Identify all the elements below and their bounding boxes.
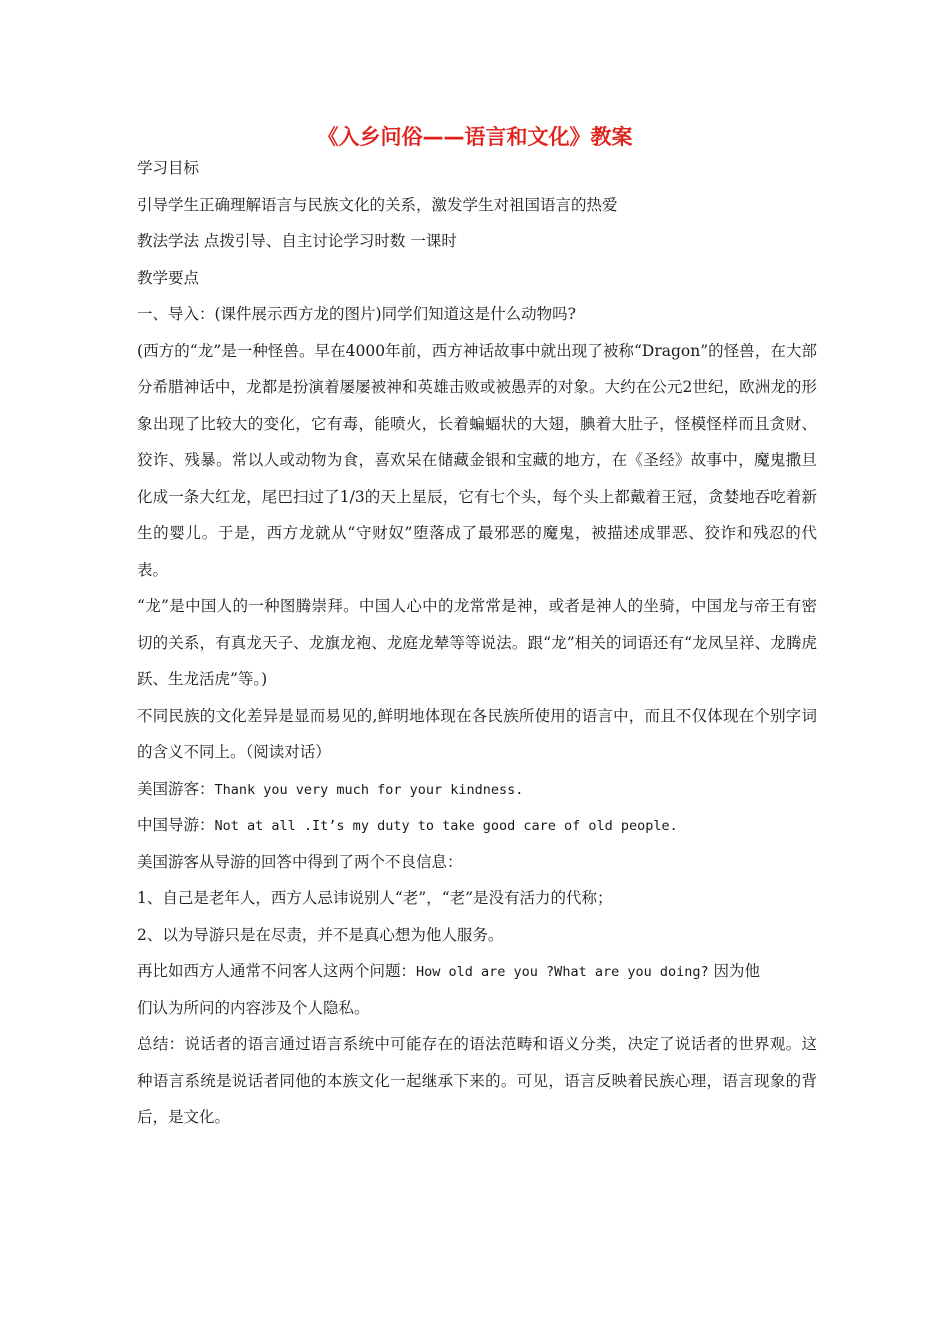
- section-heading-objectives: 学习目标: [137, 159, 200, 177]
- method-text: 教法学法 点拨引导、自主讨论学习时数 一课时: [137, 232, 457, 250]
- paragraph-chinese-dragon: “龙”是中国人的一种图腾崇拜。中国人心中的龙常常是神，或者是神人的坐骑，中国龙与帝王有密切的关系，有真龙天子、龙旗龙袍、龙庭龙辇等等说法。跟“龙”相关的词语还有“龙凤呈祥、龙腾虎跃、生龙活虎”等。): [137, 597, 817, 688]
- dialogue-line-cn-guide: [137, 807, 817, 844]
- privacy-line-1: [137, 953, 817, 990]
- intro-text: 一、导入：(课件展示西方龙的图片)同学们知道这是什么动物吗?: [137, 305, 576, 323]
- dialogue-speaker: 美国游客：: [137, 779, 215, 798]
- dialogue-text: Thank you very much for your kindness.: [214, 781, 524, 798]
- privacy-prefix: 再比如西方人通常不问客人这两个问题：: [137, 962, 417, 980]
- dialogue-speaker: 中国导游：: [137, 816, 215, 834]
- paragraph-cultural-difference: 不同民族的文化差异是显而易见的,鲜明地体现在各民族所使用的语言中，而且不仅体现在个别字词的含义不同上。（阅读对话）: [137, 706, 817, 761]
- objective-text: 引导学生正确理解语言与民族文化的关系，激发学生对祖国语言的热爱: [137, 195, 618, 214]
- info-intro: 美国游客从导游的回答中得到了两个不良信息：: [137, 852, 463, 871]
- paragraph-western-dragon: (西方的“龙”是一种怪兽。早在4000年前，西方神话故事中就出现了被称“Dragon”的怪兽，在大部分希腊神话中，龙都是扮演着屡屡被神和英雄击败或被愚弄的对象。大约在公元2世纪，欧洲龙的形象出现了比较大的变化，它有毒，能喷火，长着蝙蝠状的大翅，腆着大肚子，怪模怪样而且贪财、狡诈、残暴。常以人或动物为食，喜欢呆在储藏金银和宝藏的地方，在《圣经》故事中，魔鬼撒旦化成一条大红龙，尾巴扫过了1/3的天上星辰，它有七个头，每个头上都戴着王冠，贪婪地吞吃着新生的婴儿。于是，西方龙就从“守财奴”堕落成了最邪恶的魔鬼，被描述成罪恶、狡诈和残忍的代表。: [137, 341, 817, 579]
- section-heading-key-points: 教学要点: [137, 268, 200, 287]
- privacy-questions: How old are you ?What are you doing?: [416, 964, 709, 980]
- paragraph-summary: 总结：说话者的语言通过语言系统中可能存在的语法范畴和语义分类，决定了说话者的世界观。这种语言系统是说话者同他的本族文化一起继承下来的。可见，语言反映着民族心理，语言现象的背后，是文化。: [137, 1035, 817, 1126]
- dialogue-text: Not at all .It’s my duty to take good care of old people.: [214, 818, 678, 834]
- info-item-1: 1、自己是老年人，西方人忌讳说别人“老”，“老”是没有活力的代称；: [137, 889, 613, 907]
- privacy-suffix: 因为他: [708, 962, 761, 980]
- privacy-line-2: 们认为所问的内容涉及个人隐私。: [137, 998, 370, 1017]
- info-item-2: 2、以为导游只是在尽责，并不是真心想为他人服务。: [137, 925, 504, 944]
- dialogue-line-us-tourist: [137, 771, 817, 808]
- document-title: 《入乡问俗——语言和文化》教案: [317, 125, 633, 149]
- document-body: [137, 150, 817, 1136]
